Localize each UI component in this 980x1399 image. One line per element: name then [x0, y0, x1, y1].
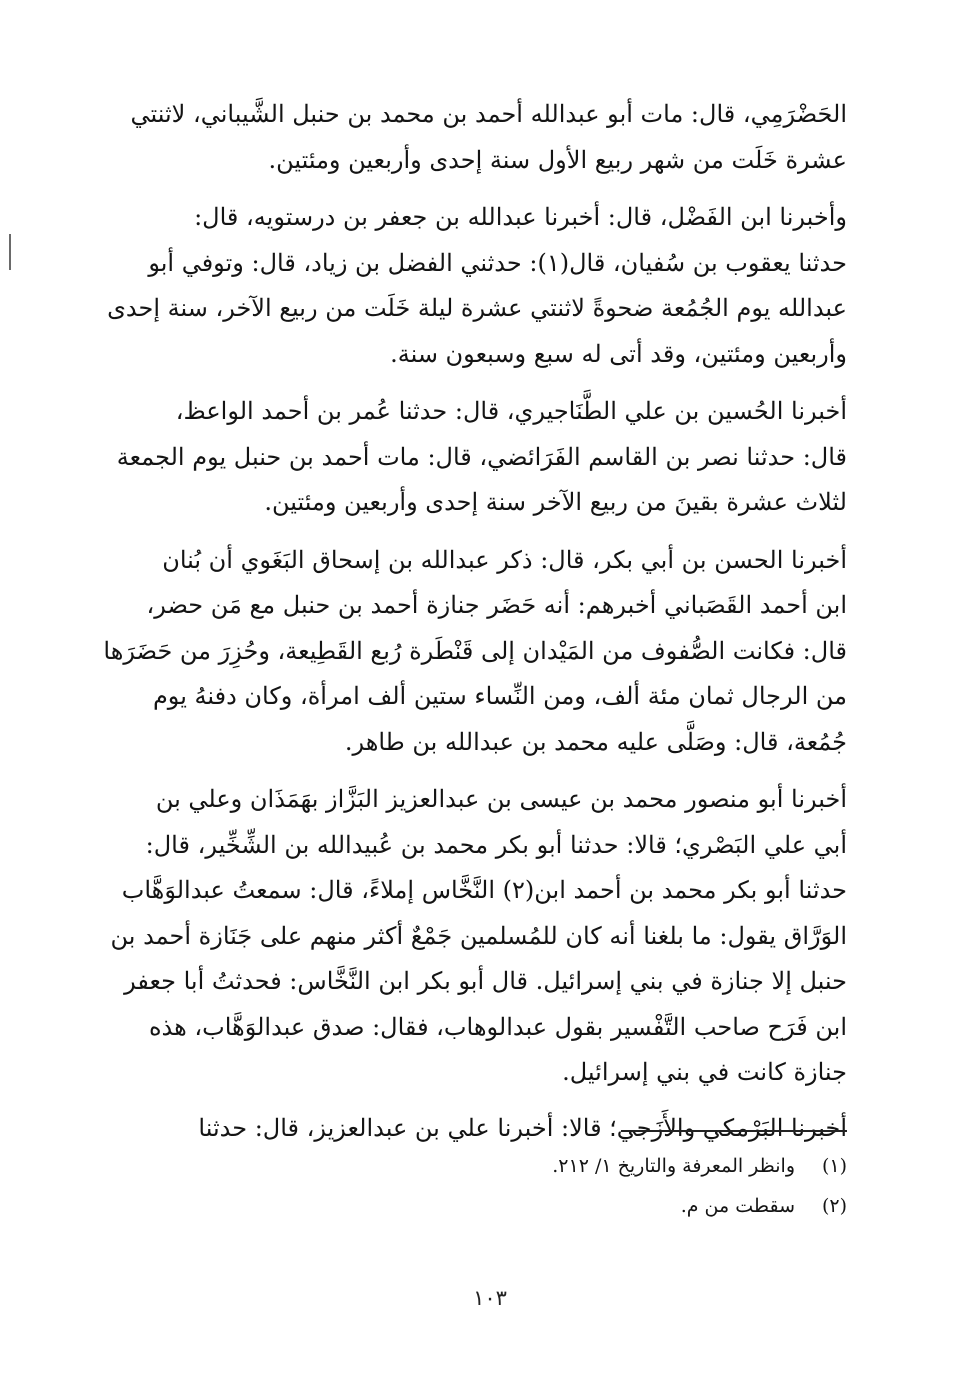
text-line: أخبرنا أبو منصور محمد بن عيسى بن عبدالعزيز البَزَّاز بهَمَذَان وعلي بن	[155, 785, 847, 813]
paragraph-4	[103, 538, 847, 766]
text-line: من الرجال ثمان مئة ألف، ومن النِّساء ستين ألف امرأة، وكان دفنهُ يوم	[152, 682, 847, 710]
footnote-text: وانظر المعرفة والتاريخ ١/ ٢١٢.	[552, 1155, 795, 1177]
footnote-divider	[621, 1130, 847, 1132]
text-line: قال: حدثنا نصر بن القاسم الفَرَائضي، قال: مات أحمد بن حنبل يوم الجمعة	[116, 442, 847, 471]
text-line: لثلاث عشرة بقينَ من ربيع الآخر سنة إحدى وأربعين ومئتين.	[264, 488, 847, 516]
text-line: حنبل إلا جنازة في بني إسرائيل. قال أبو بكر ابن النَّخَّاس: فحدثتُ أبا جعفر	[124, 967, 847, 995]
paragraph-6	[134, 1106, 847, 1152]
paragraph-3	[116, 389, 847, 526]
main-text	[103, 92, 847, 1151]
margin-mark	[9, 234, 11, 270]
paragraph-5	[110, 777, 847, 1096]
text-line: الوَرَّاق يقول: ما بلغنا أنه كان للمُسلمين جَمْعٌ أكثر منهم على جَنَازة أحمد بن	[110, 921, 847, 950]
text-line: حدثنا أبو بكر محمد بن أحمد ابن(٢) النَّخَّاس إملاءً، قال: سمعتُ عبدالوَهَّاب	[121, 876, 847, 904]
paragraph-1	[130, 92, 847, 183]
text-line: ابن فَرَح صاحب التَّفْسير بقول عبدالوهاب، فقال: صدق عبدالوَهَّاب، هذه	[148, 1012, 847, 1041]
text-line: ابن أحمد القَصَباني أخبرهم: أنه حَضَر جنازة أحمد بن حنبل مع مَن حضر،	[146, 591, 847, 619]
text-line: وأربعين ومئتين، وقد أتى له سبع وسبعون سنة.	[390, 339, 847, 368]
text-line: أبي علي البَصْري؛ قالا: حدثنا أبو بكر محمد بن عُبيدالله بن الشِّخِّير، قال:	[145, 830, 847, 859]
footnotes	[134, 1146, 847, 1226]
text-line: أخبرنا البَرْمكي والأَزَجي؛ قالا: أخبرنا علي بن عبدالعزيز، قال: حدثنا	[198, 1113, 847, 1142]
page-number: ١٠٣	[473, 1286, 507, 1310]
footnote-text: سقطت من م.	[680, 1195, 795, 1217]
text-line: وأخبرنا ابن الفَضْل، قال: أخبرنا عبدالله بن جعفر بن درستويه، قال:	[194, 203, 847, 231]
text-line: الحَضْرَمِي، قال: مات أبو عبدالله أحمد بن محمد بن حنبل الشَّيباني، لاثنتي	[130, 100, 847, 128]
text-line: أخبرنا الحُسين بن علي الطَّنَاجيري، قال: حدثنا عُمر بن أحمد الواعظ،	[175, 397, 847, 425]
footnote-number: (٢)	[821, 1195, 847, 1217]
text-line: قال: فكانت الصُّفوف من المَيْدان إلى قَنْطَرة رُبع القَطِيعة، وحُزِرَ من حَضَرَها	[103, 636, 847, 665]
text-line: عبدالله يوم الجُمُعة ضحوةً لاثنتي عشرة ليلة خَلَت من ربيع الآخر، سنة إحدى	[107, 294, 847, 322]
paragraph-2	[107, 195, 847, 377]
footnote-number: (١)	[821, 1155, 847, 1177]
footnote-1	[134, 1146, 847, 1186]
footnote-2	[134, 1186, 847, 1226]
text-line: عشرة خَلَت من شهر ربيع الأول سنة إحدى وأربعين ومئتين.	[268, 145, 847, 174]
text-line: أخبرنا الحسن بن أبي بكر، قال: ذكر عبدالله بن إسحاق البَغَوي أن بُنان	[162, 545, 847, 574]
text-line: جنازة كانت في بني إسرائيل.	[562, 1058, 847, 1086]
text-line: جُمُعة، قال: وصَلَّى عليه محمد بن عبدالله بن طاهر.	[344, 727, 847, 756]
text-line: حدثنا يعقوب بن سُفيان، قال(١): حدثني الفضل بن زياد، قال: وتوفي أبو	[148, 248, 847, 277]
